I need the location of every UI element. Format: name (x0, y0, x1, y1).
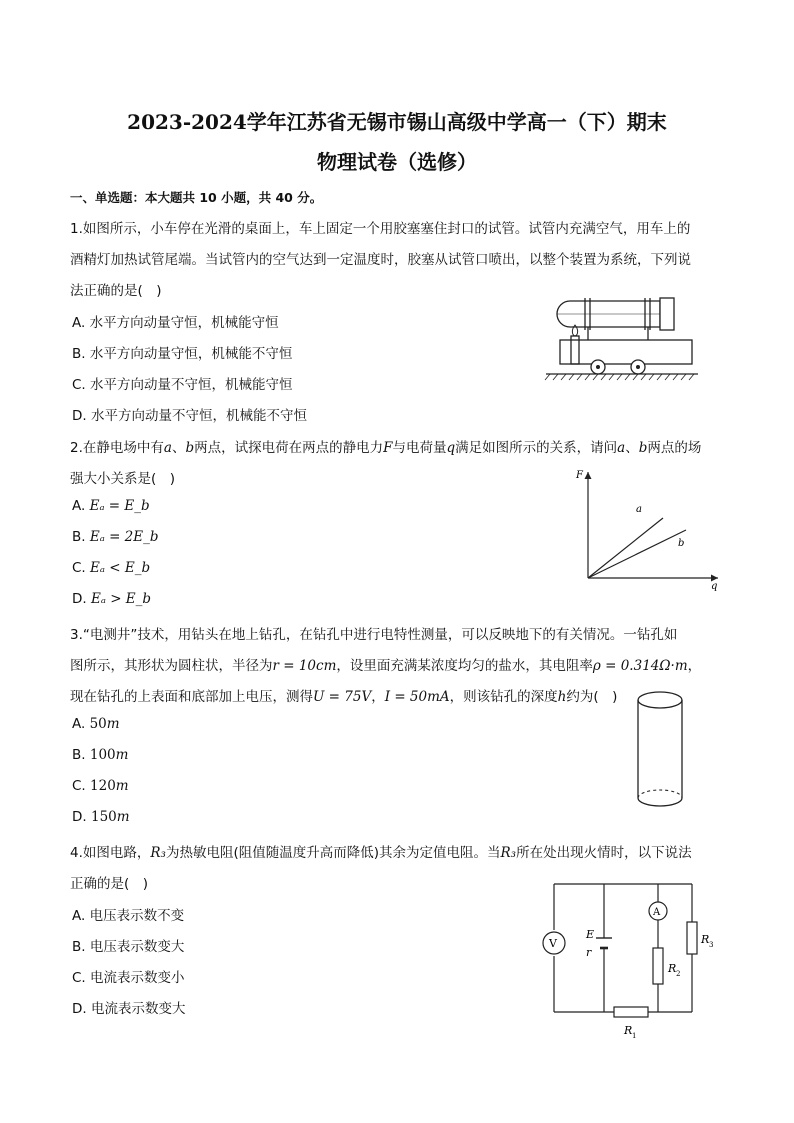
q2-option-d: D. Eₐ > E_b (72, 591, 152, 607)
q3-stem-line1: 3.“电测井”技术，用钻头在地上钻孔，在钻孔中进行电特性测量，可以反映地下的有关情况。一钻孔如 (70, 627, 678, 643)
q4-stem-line1: 4.如图电路，R₃为热敏电阻(阻值随温度升高而降低)其余为定值电阻。当R₃所在处出现火情时，以下说法 (70, 845, 692, 861)
q3-option-a: A. 50m (72, 716, 120, 732)
q1-option-a: A. 水平方向动量守恒，机械能守恒 (72, 315, 279, 331)
resistor-r3 (687, 922, 697, 954)
internal-resistance-label: r (586, 946, 592, 959)
q3-option-c: C. 120m (72, 778, 129, 794)
q2-option-c: C. Eₐ < E_b (72, 560, 151, 576)
q2-stem-line2: 强大小关系是( ) (70, 471, 176, 487)
cart-test-tube-figure (540, 290, 710, 382)
q1-stem-line3: 法正确的是( ) (70, 283, 162, 299)
exam-title-line1: 2023-2024学年江苏省无锡市锡山高级中学高一（下）期末 (127, 110, 667, 134)
line-a-label: a (636, 504, 642, 515)
q4-option-d: D. 电流表示数变大 (72, 1001, 186, 1017)
q3-option-d: D. 150m (72, 809, 130, 825)
emf-label: E (586, 928, 595, 941)
r1-label: R (624, 1024, 633, 1037)
r1-subscript: 1 (632, 1032, 637, 1040)
line-b (588, 530, 686, 578)
q1-option-b: B. 水平方向动量守恒，机械能不守恒 (72, 346, 293, 362)
f-q-graph (568, 462, 728, 594)
y-axis-label: F (576, 470, 583, 481)
section-heading: 一、单选题：本大题共 10 小题，共 40 分。 (70, 190, 323, 205)
q2-option-b: B. Eₐ = 2E_b (72, 529, 159, 545)
resistor-r2 (653, 948, 663, 984)
q2-option-a: A. Eₐ = E_b (72, 498, 150, 514)
q1-option-c: C. 水平方向动量不守恒，机械能守恒 (72, 377, 293, 393)
r2-label: R (668, 962, 677, 975)
q3-stem-line2: 图所示，其形状为圆柱状，半径为r = 10cm，设里面充满某浓度均匀的盐水，其电阻率ρ = 0.314Ω·m， (70, 658, 702, 674)
q2-stem-line1: 2.在静电场中有a、b两点，试探电荷在两点的静电力F与电荷量q满足如图所示的关系，请问a、b两点的场 (70, 440, 702, 456)
resistor-r1 (614, 1007, 648, 1017)
r3-label: R (701, 933, 710, 946)
line-a (588, 518, 663, 578)
q1-stem-line2: 酒精灯加热试管尾端。当试管内的空气达到一定温度时，胶塞从试管口喷出，以整个装置为系统，下列说 (70, 252, 691, 268)
ammeter-label: A (653, 907, 661, 918)
q4-stem-line2: 正确的是( ) (70, 876, 149, 892)
q4-option-a: A. 电压表示数不变 (72, 908, 185, 924)
q4-option-b: B. 电压表示数变大 (72, 939, 185, 955)
q4-option-c: C. 电流表示数变小 (72, 970, 185, 986)
x-axis-label: q (711, 581, 718, 592)
q1-stem-line1: 1.如图所示，小车停在光滑的桌面上，车上固定一个用胶塞塞住封口的试管。试管内充满空气，用车上的 (70, 221, 691, 237)
q1-option-d: D. 水平方向动量不守恒，机械能不守恒 (72, 408, 307, 424)
exam-title-line2: 物理试卷（选修） (317, 150, 477, 174)
r2-subscript: 2 (676, 970, 681, 978)
borehole-cylinder-figure (632, 688, 692, 814)
q3-option-b: B. 100m (72, 747, 129, 763)
q3-stem-line3: 现在钻孔的上表面和底部加上电压，测得U = 75V，I = 50mA，则该钻孔的深度h约为( ) (70, 689, 618, 705)
circuit-diagram (538, 876, 728, 1040)
line-b-label: b (678, 538, 685, 549)
voltmeter-label: V (549, 937, 557, 950)
r3-subscript: 3 (709, 941, 714, 949)
